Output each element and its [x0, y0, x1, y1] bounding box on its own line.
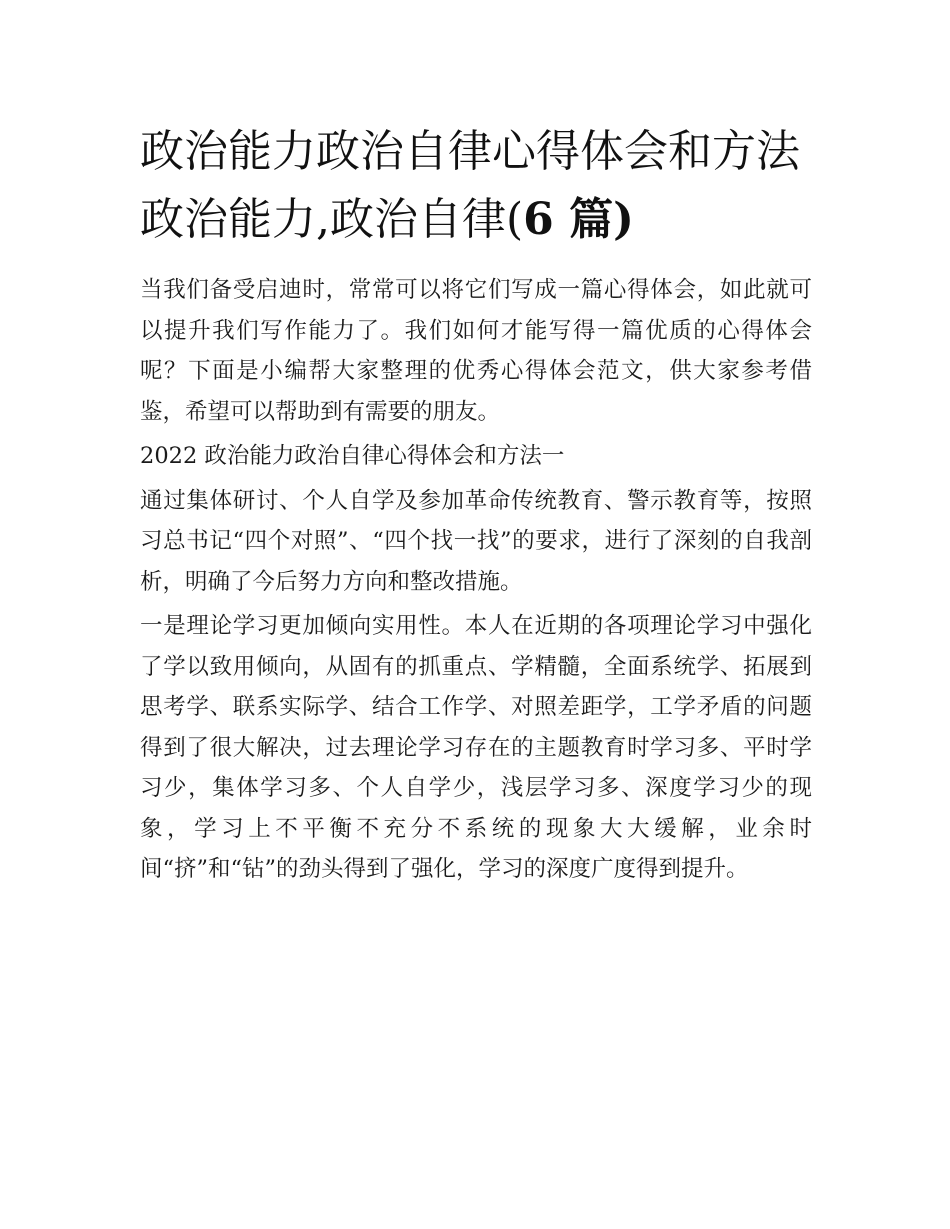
document-body — [140, 118, 812, 890]
title-count: 6 篇) — [523, 194, 634, 245]
intro-paragraph: 当我们备受启迪时，常常可以将它们写成一篇心得体会，如此就可以提升我们写作能力了。我们如何才能写得一篇优质的心得体会呢？下面是小编帮大家整理的优秀心得体会范文，供大家参考借鉴，希望可以帮助到有需要的朋友。 — [140, 277, 812, 425]
body-paragraph-2: 一是理论学习更加倾向实用性。本人在近期的各项理论学习中强化了学以致用倾向，从固有的抓重点、学精髓，全面系统学、拓展到思考学、联系实际学、结合工作学、对照差距学，工学矛盾的问题得到了很大解决，过去理论学习存在的主题教育时学习多、平时学习少，集体学习多、个人自学少，浅层学习多、深度学习少的现象，学习上不平衡不充分不系统的现象大大缓解，业余时间“挤”和“钻”的劲头得到了强化，学习的深度广度得到提升。 — [140, 613, 812, 882]
title-main: 政治能力政治自律心得体会和方法 政治能力,政治自律( — [140, 126, 800, 245]
document-title — [140, 118, 812, 254]
body-paragraph-1: 通过集体研讨、个人自学及参加革命传统教育、警示教育等，按照习总书记“四个对照”、“四个找一找”的要求，进行了深刻的自我剖析，明确了今后努力方向和整改措施。 — [140, 487, 812, 595]
section-heading: 2022 政治能力政治自律心得体会和方法一 — [140, 443, 565, 469]
